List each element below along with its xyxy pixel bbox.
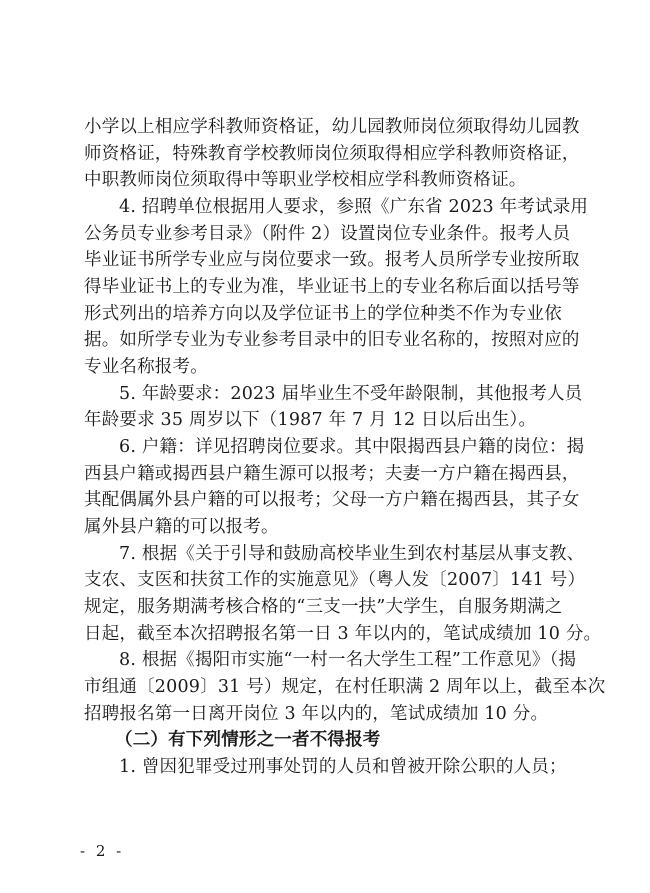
text-line: 规定，服务期满考核合格的“三支一扶”大学生，自服务期满之 xyxy=(84,597,563,617)
text-line: 市组通〔2009〕31 号）规定，在村任职满 2 周年以上，截至本次 xyxy=(84,677,606,697)
text-line: 中职教师岗位须取得中等职业学校相应学科教师资格证。 xyxy=(84,170,527,190)
section-heading: （二）有下列情形之一者不得报考 xyxy=(115,730,381,750)
text-line: 日起，截至本次招聘报名第一日 3 年以内的，笔试成绩加 10 分。 xyxy=(84,624,602,644)
page-number: - 2 - xyxy=(80,842,125,860)
text-line: 7. 根据《关于引导和鼓励高校毕业生到农村基层从事支教、 xyxy=(119,544,585,564)
text-line: 招聘报名第一日离开岗位 3 年以内的，笔试成绩加 10 分。 xyxy=(84,704,549,724)
text-line: 毕业证书所学专业应与岗位要求一致。报考人员所学专业按所取 xyxy=(84,250,580,270)
text-line: 形式列出的培养方向以及学位证书上的学位种类不作为专业依 xyxy=(84,304,562,324)
text-line: 小学以上相应学科教师资格证，幼儿园教师岗位须取得幼儿园教 xyxy=(84,117,580,137)
text-line: 其配偶属外县户籍的可以报考；父母一方户籍在揭西县，其子女 xyxy=(84,490,580,510)
text-line: 属外县户籍的可以报考。 xyxy=(84,517,279,537)
text-line: 西县户籍或揭西县户籍生源可以报考；夫妻一方户籍在揭西县， xyxy=(84,464,580,484)
text-line: 8. 根据《揭阳市实施“一村一名大学生工程”工作意见》（揭 xyxy=(119,650,577,670)
text-line: 5. 年龄要求：2023 届毕业生不受年龄限制，其他报考人员 xyxy=(119,384,583,404)
text-line: 专业名称报考。 xyxy=(84,357,208,377)
text-line: 年龄要求 35 周岁以下（1987 年 7 月 12 日以后出生）。 xyxy=(84,410,537,430)
text-line: 支农、支医和扶贫工作的实施意见》（粤人发〔2007〕141 号） xyxy=(84,570,586,590)
text-line: 得毕业证书上的专业为准，毕业证书上的专业名称后面以括号等 xyxy=(84,277,580,297)
text-line: 公务员专业参考目录》（附件 2）设置岗位专业条件。报考人员 xyxy=(84,224,571,244)
text-line: 4. 招聘单位根据用人要求，参照《广东省 2023 年考试录用 xyxy=(119,197,589,217)
text-line: 师资格证，特殊教育学校教师岗位须取得相应学科教师资格证， xyxy=(84,144,580,164)
text-line: 6. 户籍：详见招聘岗位要求。其中限揭西县户籍的岗位：揭 xyxy=(119,437,585,457)
text-line: 1. 曾因犯罪受过刑事处罚的人员和曾被开除公职的人员； xyxy=(119,757,567,777)
text-line: 据。如所学专业为专业参考目录中的旧专业名称的，按照对应的 xyxy=(84,330,580,350)
